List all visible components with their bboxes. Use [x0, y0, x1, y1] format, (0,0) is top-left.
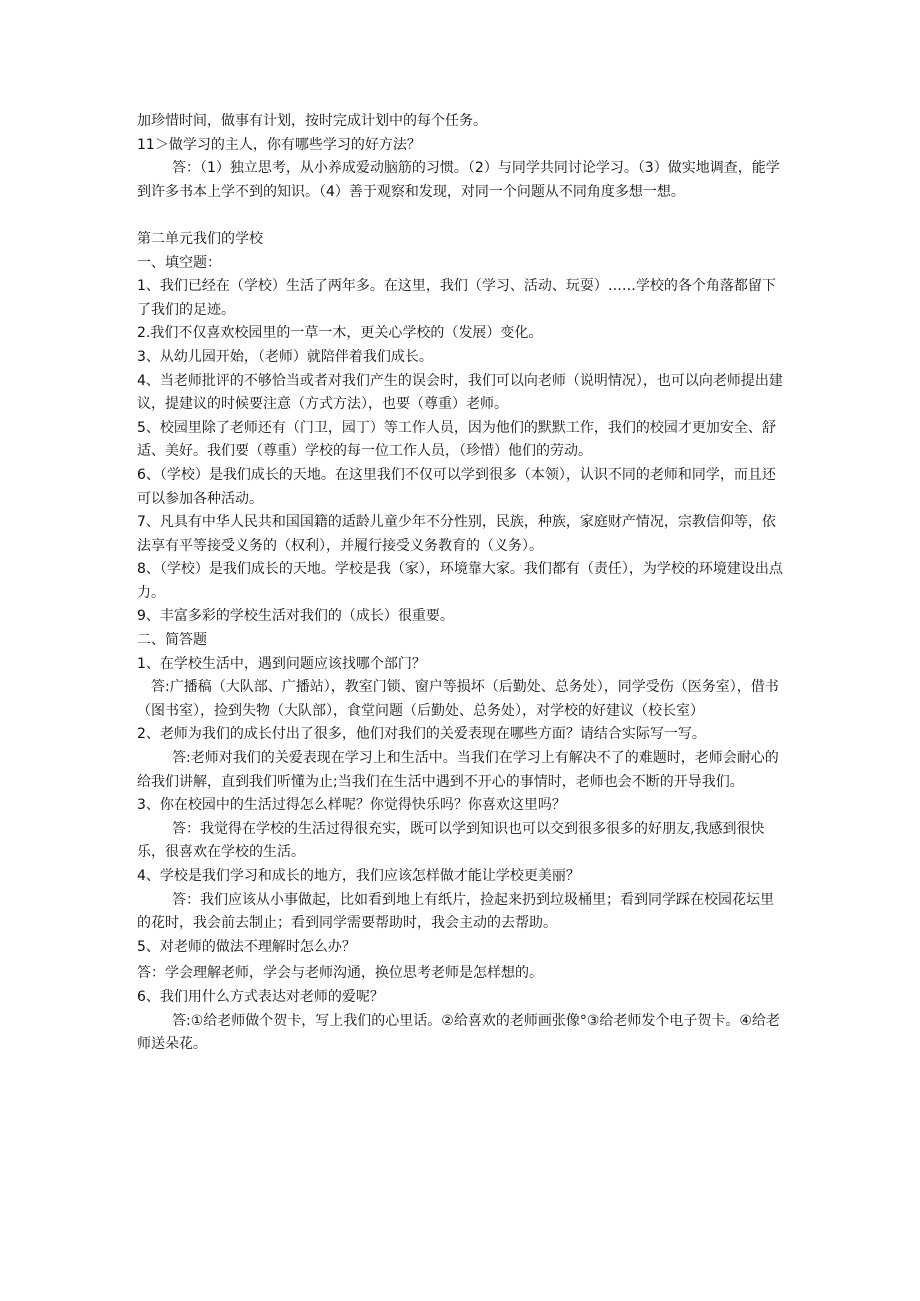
qa-question-3: 3、你在校园中的生活过得怎么样呢？你觉得快乐吗？你喜欢这里吗？ — [137, 797, 566, 814]
text-line: 加珍惜时间，做事有计划，按时完成计划中的每个任务。 — [137, 113, 487, 129]
fill-item-2: 2.我们不仅喜欢校园里的一草一木，更关心学校的（发展）变化。 — [137, 325, 543, 342]
fill-item-7: 7、凡具有中华人民共和国国籍的适龄儿童少年不分性别，民族，种族，家庭财产情况，宗教信仰等，依法享有平等接受义务的（权利），并履行接受义务教育的（义务）。 — [137, 514, 776, 554]
qa-answer-3: 答：我觉得在学校的生活过得很充实，既可以学到知识也可以交到很多很多的好朋友,我感到很快乐，很喜欢在学校的生活。 — [137, 820, 765, 861]
qa-question-6: 6、我们用什么方式表达对老师的爱呢？ — [137, 988, 384, 1005]
qa-question-4: 4、学校是我们学习和成长的地方，我们应该怎样做才能让学校更美丽？ — [137, 868, 580, 884]
qa-answer-2: 答:老师对我们的关爱表现在学习上和生活中。当我们在学习上有解决不了的难题时，老师会耐心的给我们讲解，直到我们听懂为止;当我们在生活中遇到不开心的事情时，老师也会不断的开导我们。 — [137, 750, 779, 790]
section-title-fill: 一、填空题： — [137, 254, 221, 271]
qa-answer-6: 答:①给老师做个贺卡，写上我们的心里话。②给喜欢的老师画张像°③给老师发个电子贺卡。④给老师送朵花。 — [137, 1012, 780, 1053]
blank-gap — [137, 204, 787, 228]
section-title-qa: 二、简答题 — [137, 632, 207, 649]
document-body — [137, 110, 787, 1057]
question-11: 11＞做学习的主人，你有哪些学习的好方法？ — [137, 136, 421, 153]
qa-answer-5: 答：学会理解老师，学会与老师沟通，换位思考老师是怎样想的。 — [137, 965, 543, 982]
qa-question-1: 1、在学校生活中，遇到问题应该找哪个部门？ — [137, 655, 426, 672]
fill-item-8: 8、（学校）是我们成长的天地。学校是我（家），环境靠大家。我们都有（责任），为学校的环境建设出点力。 — [137, 561, 783, 601]
qa-answer-1: 答:广播稿（大队部、广播站），教室门锁、窗户等损坏（后勤处、总务处），同学受伤（医务室），借书（图书室），捡到失物（大队部），食堂问题（后勤处、总务处），对学校的好建议（校长室） — [137, 679, 779, 719]
qa-question-2: 2、老师为我们的成长付出了很多，他们对我们的关爱表现在哪些方面？请结合实际写一写。 — [137, 726, 706, 743]
fill-item-6: 6、（学校）是我们成长的天地。在这里我们不仅可以学到很多（本领），认识不同的老师和同学，而且还可以参加各种活动。 — [137, 466, 776, 507]
fill-item-1: 1、我们已经在（学校）生活了两年多。在这里，我们（学习、活动、玩耍）……学校的各个角落都留下了我们的足迹。 — [137, 278, 776, 318]
unit-title: 第二单元我们的学校 — [137, 230, 263, 247]
qa-question-5: 5、对老师的做法不理解时怎么办？ — [137, 938, 356, 955]
fill-item-4: 4、当老师批评的不够恰当或者对我们产生的误会时，我们可以向老师（说明情况），也可以向老师提出建议，提建议的时候要注意（方式方法），也要（尊重）老师。 — [137, 372, 783, 413]
fill-item-5: 5、校园里除了老师还有（门卫，园丁）等工作人员，因为他们的默默工作，我们的校园才更加安全、舒适、美好。我们要（尊重）学校的每一位工作人员，（珍惜）他们的劳动。 — [137, 419, 776, 460]
answer-11: 答：（1）独立思考，从小养成爱动脑筋的习惯。（2）与同学共同讨论学习。（3）做实地调查，能学到许多书本上学不到的知识。（4）善于观察和发现，对同一个问题从不同角度多想一想。 — [137, 160, 780, 200]
fill-item-3: 3、从幼儿园开始，（老师）就陪伴着我们成长。 — [137, 348, 433, 365]
fill-item-9: 9、丰富多彩的学校生活对我们的（成长）很重要。 — [137, 608, 454, 625]
qa-answer-4: 答：我们应该从小事做起，比如看到地上有纸片，捡起来扔到垃圾桶里；看到同学踩在校园花坛里的花时，我会前去制止；看到同学需要帮助时，我会主动的去帮助。 — [137, 891, 774, 932]
